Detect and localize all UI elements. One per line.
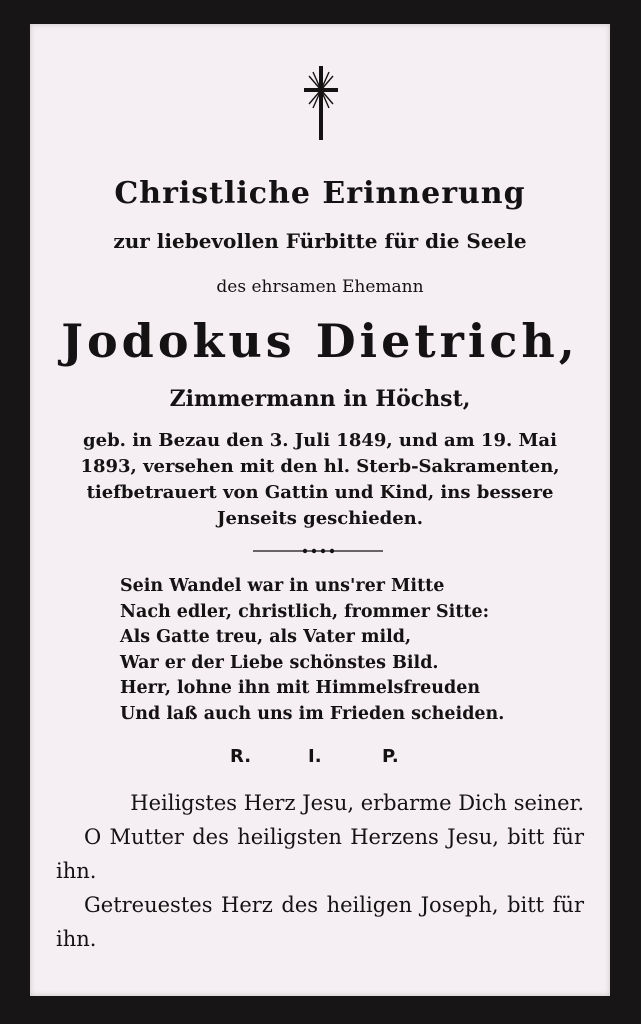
rip-letter: R. [230,746,252,767]
rip-letter: I. [308,746,322,767]
rip-letter: P. [382,746,399,767]
bio-line: geb. in Bezau den 3. Juli 1849, und am 19. Mai [83,430,557,451]
poem-line: Herr, lohne ihn mit Himmelsfreuden [120,678,481,698]
memorial-poem [120,574,540,727]
occupation-line: Zimmermann in Höchst, [169,386,471,412]
deceased-name: Jodokus Dietrich, [61,314,579,368]
poem-line: War er der Liebe schönstes Bild. [120,652,439,673]
poem-line: Als Gatte treu, als Vater mild, [120,627,412,647]
prayer-line: Getreuestes Herz des heiligen Joseph, bitt für ihn. [56,893,584,951]
biography-text [56,428,584,532]
relation-line: des ehrsamen Ehemann [216,277,424,297]
cross-icon [301,66,341,140]
card-title: Christliche Erinnerung [114,176,526,211]
prayer-line: O Mutter des heiligsten Herzens Jesu, bitt für ihn. [56,825,584,883]
poem-line: Nach edler, christlich, frommer Sitte: [120,601,490,622]
poem-line: Sein Wandel war in uns'rer Mitte [120,576,445,596]
bio-line: tiefbetrauert von Gattin und Kind, ins bessere [86,482,554,503]
bio-line: Jenseits geschieden. [216,508,424,529]
prayers [56,786,584,956]
dedication-line: zur liebevollen Fürbitte für die Seele [113,229,527,253]
memorial-card [30,24,610,996]
ornament-divider [253,547,383,555]
bio-line: 1893, versehen mit den hl. Sterb-Sakramenten, [80,456,560,477]
prayer-line: Heiligstes Herz Jesu, erbarme Dich seiner. [130,791,584,815]
poem-line: Und laß auch uns im Frieden scheiden. [120,703,505,724]
